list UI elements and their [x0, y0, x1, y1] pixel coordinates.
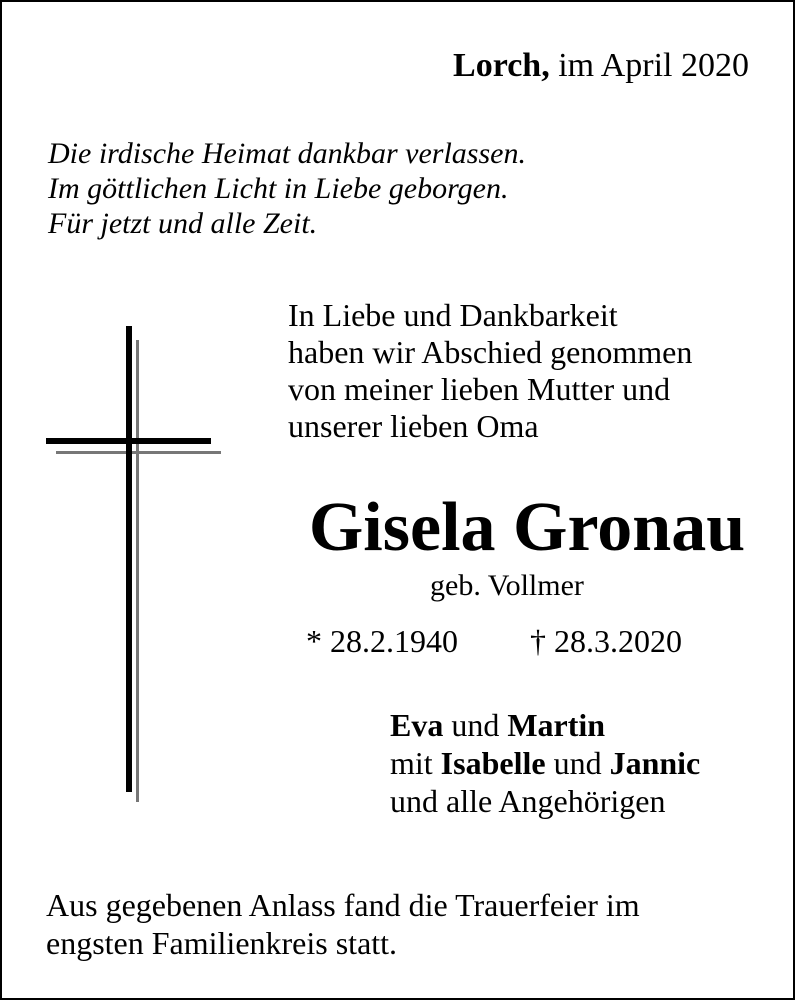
date: im April 2020 — [558, 47, 749, 84]
cross-shadow-vertical — [136, 340, 139, 802]
family-line — [390, 706, 700, 744]
motto — [48, 136, 526, 241]
death-date: † 28.3.2020 — [530, 623, 682, 659]
family-name: Jannic — [609, 745, 701, 781]
birth-date: * 28.2.1940 — [306, 623, 458, 659]
family-line: und alle Angehörigen — [390, 783, 666, 819]
life-dates — [306, 622, 682, 660]
family-line — [390, 744, 700, 782]
funeral-note — [46, 886, 640, 962]
family-name: Eva — [390, 707, 444, 743]
family-conjunction: und — [451, 707, 500, 743]
motto-line: Im göttlichen Licht in Liebe geborgen. — [48, 172, 509, 205]
family-signature — [390, 706, 700, 820]
maiden-name: geb. Vollmer — [430, 569, 584, 602]
intro-line: haben wir Abschied genommen — [288, 334, 693, 370]
place: Lorch, — [453, 47, 550, 84]
family-conjunction: und — [553, 745, 602, 781]
family-prefix: mit — [390, 745, 433, 781]
family-name: Isabelle — [440, 745, 546, 781]
deceased-name: Gisela Gronau — [308, 489, 746, 566]
cross-horizontal-beam — [46, 438, 211, 444]
intro-line: In Liebe und Dankbarkeit — [288, 297, 618, 333]
note-line: Aus gegebenen Anlass fand die Trauerfeier im — [46, 887, 640, 923]
motto-line: Für jetzt und alle Zeit. — [48, 207, 318, 240]
cross-icon — [42, 326, 232, 806]
note-line: engsten Familienkreis statt. — [46, 925, 398, 961]
intro-text — [288, 297, 692, 445]
family-name: Martin — [507, 707, 606, 743]
cross-shadow-horizontal — [56, 451, 221, 454]
motto-line: Die irdische Heimat dankbar verlassen. — [48, 137, 526, 170]
place-date — [453, 46, 749, 86]
intro-line: von meiner lieben Mutter und — [288, 371, 671, 407]
intro-line: unserer lieben Oma — [288, 408, 539, 444]
